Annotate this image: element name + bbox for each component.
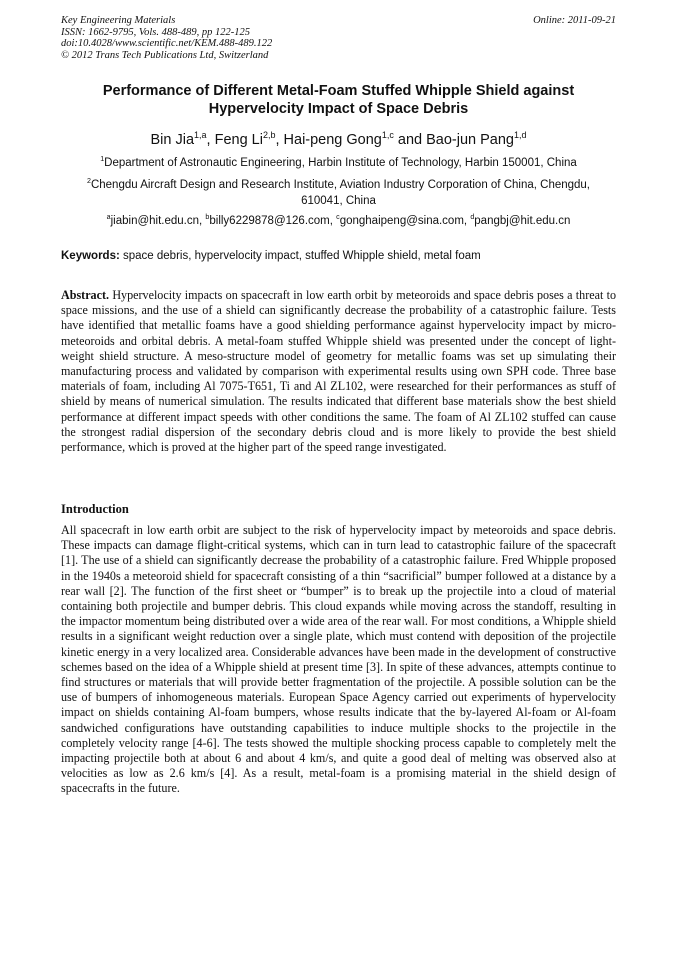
paper-title — [61, 82, 616, 118]
affiliation-text: Department of Astronautic Engineering, Harbin Institute of Technology, Harbin 150001, China — [104, 157, 577, 169]
abstract — [61, 288, 616, 455]
author-affiliation-mark: 2,b — [262, 130, 276, 141]
affiliation-mark: 1 — [100, 155, 105, 164]
author-separator: and — [393, 132, 427, 148]
author-affiliation-mark: 1,c — [381, 130, 394, 141]
author-separator: , — [275, 132, 284, 148]
publication-metadata — [61, 15, 616, 61]
affiliation-2 — [61, 178, 616, 209]
issn-line: ISSN: 1662-9795, Vols. 488-489, pp 122-125 — [61, 26, 250, 38]
abstract-text: Hypervelocity impacts on spacecraft in low earth orbit by meteoroids and space debris poses a threat to space missions, and the use of a shield can significantly decrease the probability of a catastrophic failure. Tests have identified that metallic foams have a good shielding performance against hypervelocity impact by micro-meteoroids and orbital debris. A metal-foam stuffed Whipple shield was presented under the concept of light-weight shield structure. A meso-structure model of geometry for metallic foams was set up simulating their manufacturing process and validated by comparison with experimental results using own SPH code. Three base materials of foam, including Al 7075-T651, Ti and Al ZL102, were researched for their performances as stuff of shield by means of numerical simulation. The results indicated that different base materials show the best shield performance at different impact speeds with other conditions the same. The foam of Al ZL102 stuffed can cause the strongest radial dispersion of the secondary debris cloud and is more likely to provide the best shield performance, which is proved at the higher part of the speed range investigated. — [61, 288, 616, 455]
online-date: Online: 2011-09-21 — [533, 15, 616, 26]
email-mark: d — [470, 213, 475, 222]
affiliation-mark: 2 — [86, 177, 91, 186]
author-name: Hai-peng Gong — [283, 132, 382, 148]
author-separator: , — [206, 132, 215, 148]
author-name: Feng Li — [214, 132, 263, 148]
email-mark: a — [106, 213, 111, 222]
email-address[interactable]: pangbj@hit.edu.cn — [474, 215, 571, 227]
journal-name: Key Engineering Materials — [61, 15, 176, 26]
keywords-label: Keywords: — [61, 250, 120, 262]
email-address[interactable]: billy6229878@126.com — [209, 215, 330, 227]
email-address[interactable]: jiabin@hit.edu.cn — [110, 215, 200, 227]
keywords — [61, 249, 616, 264]
introduction-paragraph: All spacecraft in low earth orbit are subject to the risk of hypervelocity impact by meteoroids and space debris. These impacts can damage flight-critical systems, which can in turn lead to catastrophic failure of the spacecraft [1]. The use of a shield can significantly decrease the probability of a catastrophic failure. Fred Whipple proposed in the 1940s a meteoroid shield for spacecraft consisting of a thin “sacrificial” bumper followed at a distance by a rear wall [2]. The function of the first sheet or “bumper” is to break up the projectile into a cloud of material containing both projectile and bumper debris. This cloud expands while moving across the standoff, resulting in the impactor momentum being distributed over a wide area of the rear wall. For most conditions, a Whipple shield results in a significant weight reduction over a single plate, which must contend with deposition of the projectile kinetic energy in a very localized area. Considerable advances have been made in the development of constructive schemes based on the idea of a Whipple shield at present time [3]. In spite of these advances, attempts continue to find structures or materials that will provide better fragmentation of the projectile. A possible solution can be the use of bumpers of inhomogeneous materials. European Space Agency carried out experiments of hypervelocity impact on shields containing Al-foam bumpers, whose results indicate that the by-layered Al-foam or Al-foam sandwiched configurations have outstanding capabilities to induce multiple shocks to the projectile in the completely velocity range [4-6]. The tests showed the multiple shocking process capable to completely melt the impacting projectile both at about 6 and about 4 km/s, and quite a good deal of melting was observed also at velocities as low as 2.6 km/s [4]. As a result, metal-foam is a promising material in the shield design of spacecrafts in the future. — [61, 523, 616, 796]
email-mark: c — [336, 213, 340, 222]
copyright-line: © 2012 Trans Tech Publications Ltd, Switzerland — [61, 49, 269, 61]
affiliation-text: Chengdu Aircraft Design and Research Institute, Aviation Industry Corporation of China, Chengdu, — [90, 179, 591, 191]
introduction-heading: Introduction — [61, 502, 129, 516]
author-affiliation-mark: 1,d — [514, 130, 527, 141]
affiliation-text-continued: 610041, China — [301, 194, 376, 207]
abstract-label: Abstract. — [61, 288, 110, 302]
email-list: $^a$jiabin@hit.edu.cn, $^b$billy6229878@126.com, $^c$gonghaipeng@sina.com, $^d$pangbj@hit.edu.cn — [106, 213, 571, 227]
author-list — [61, 131, 616, 149]
author-name: Bin Jia — [150, 132, 195, 148]
title-line-1: Performance of Different Metal-Foam Stuffed Whipple Shield against — [102, 83, 575, 99]
author-name: Bao-jun Pang — [426, 132, 514, 148]
title-line-2: Hypervelocity Impact of Space Debris — [208, 101, 469, 117]
email-mark: b — [205, 213, 210, 222]
affiliation-1 — [61, 156, 616, 172]
email-address[interactable]: gonghaipeng@sina.com — [339, 215, 464, 227]
keywords-text: space debris, hypervelocity impact, stuffed Whipple shield, metal foam — [123, 250, 481, 262]
doi-line: doi:10.4028/www.scientific.net/KEM.488-489.122 — [61, 38, 273, 49]
author-affiliation-mark: 1,a — [194, 130, 207, 141]
